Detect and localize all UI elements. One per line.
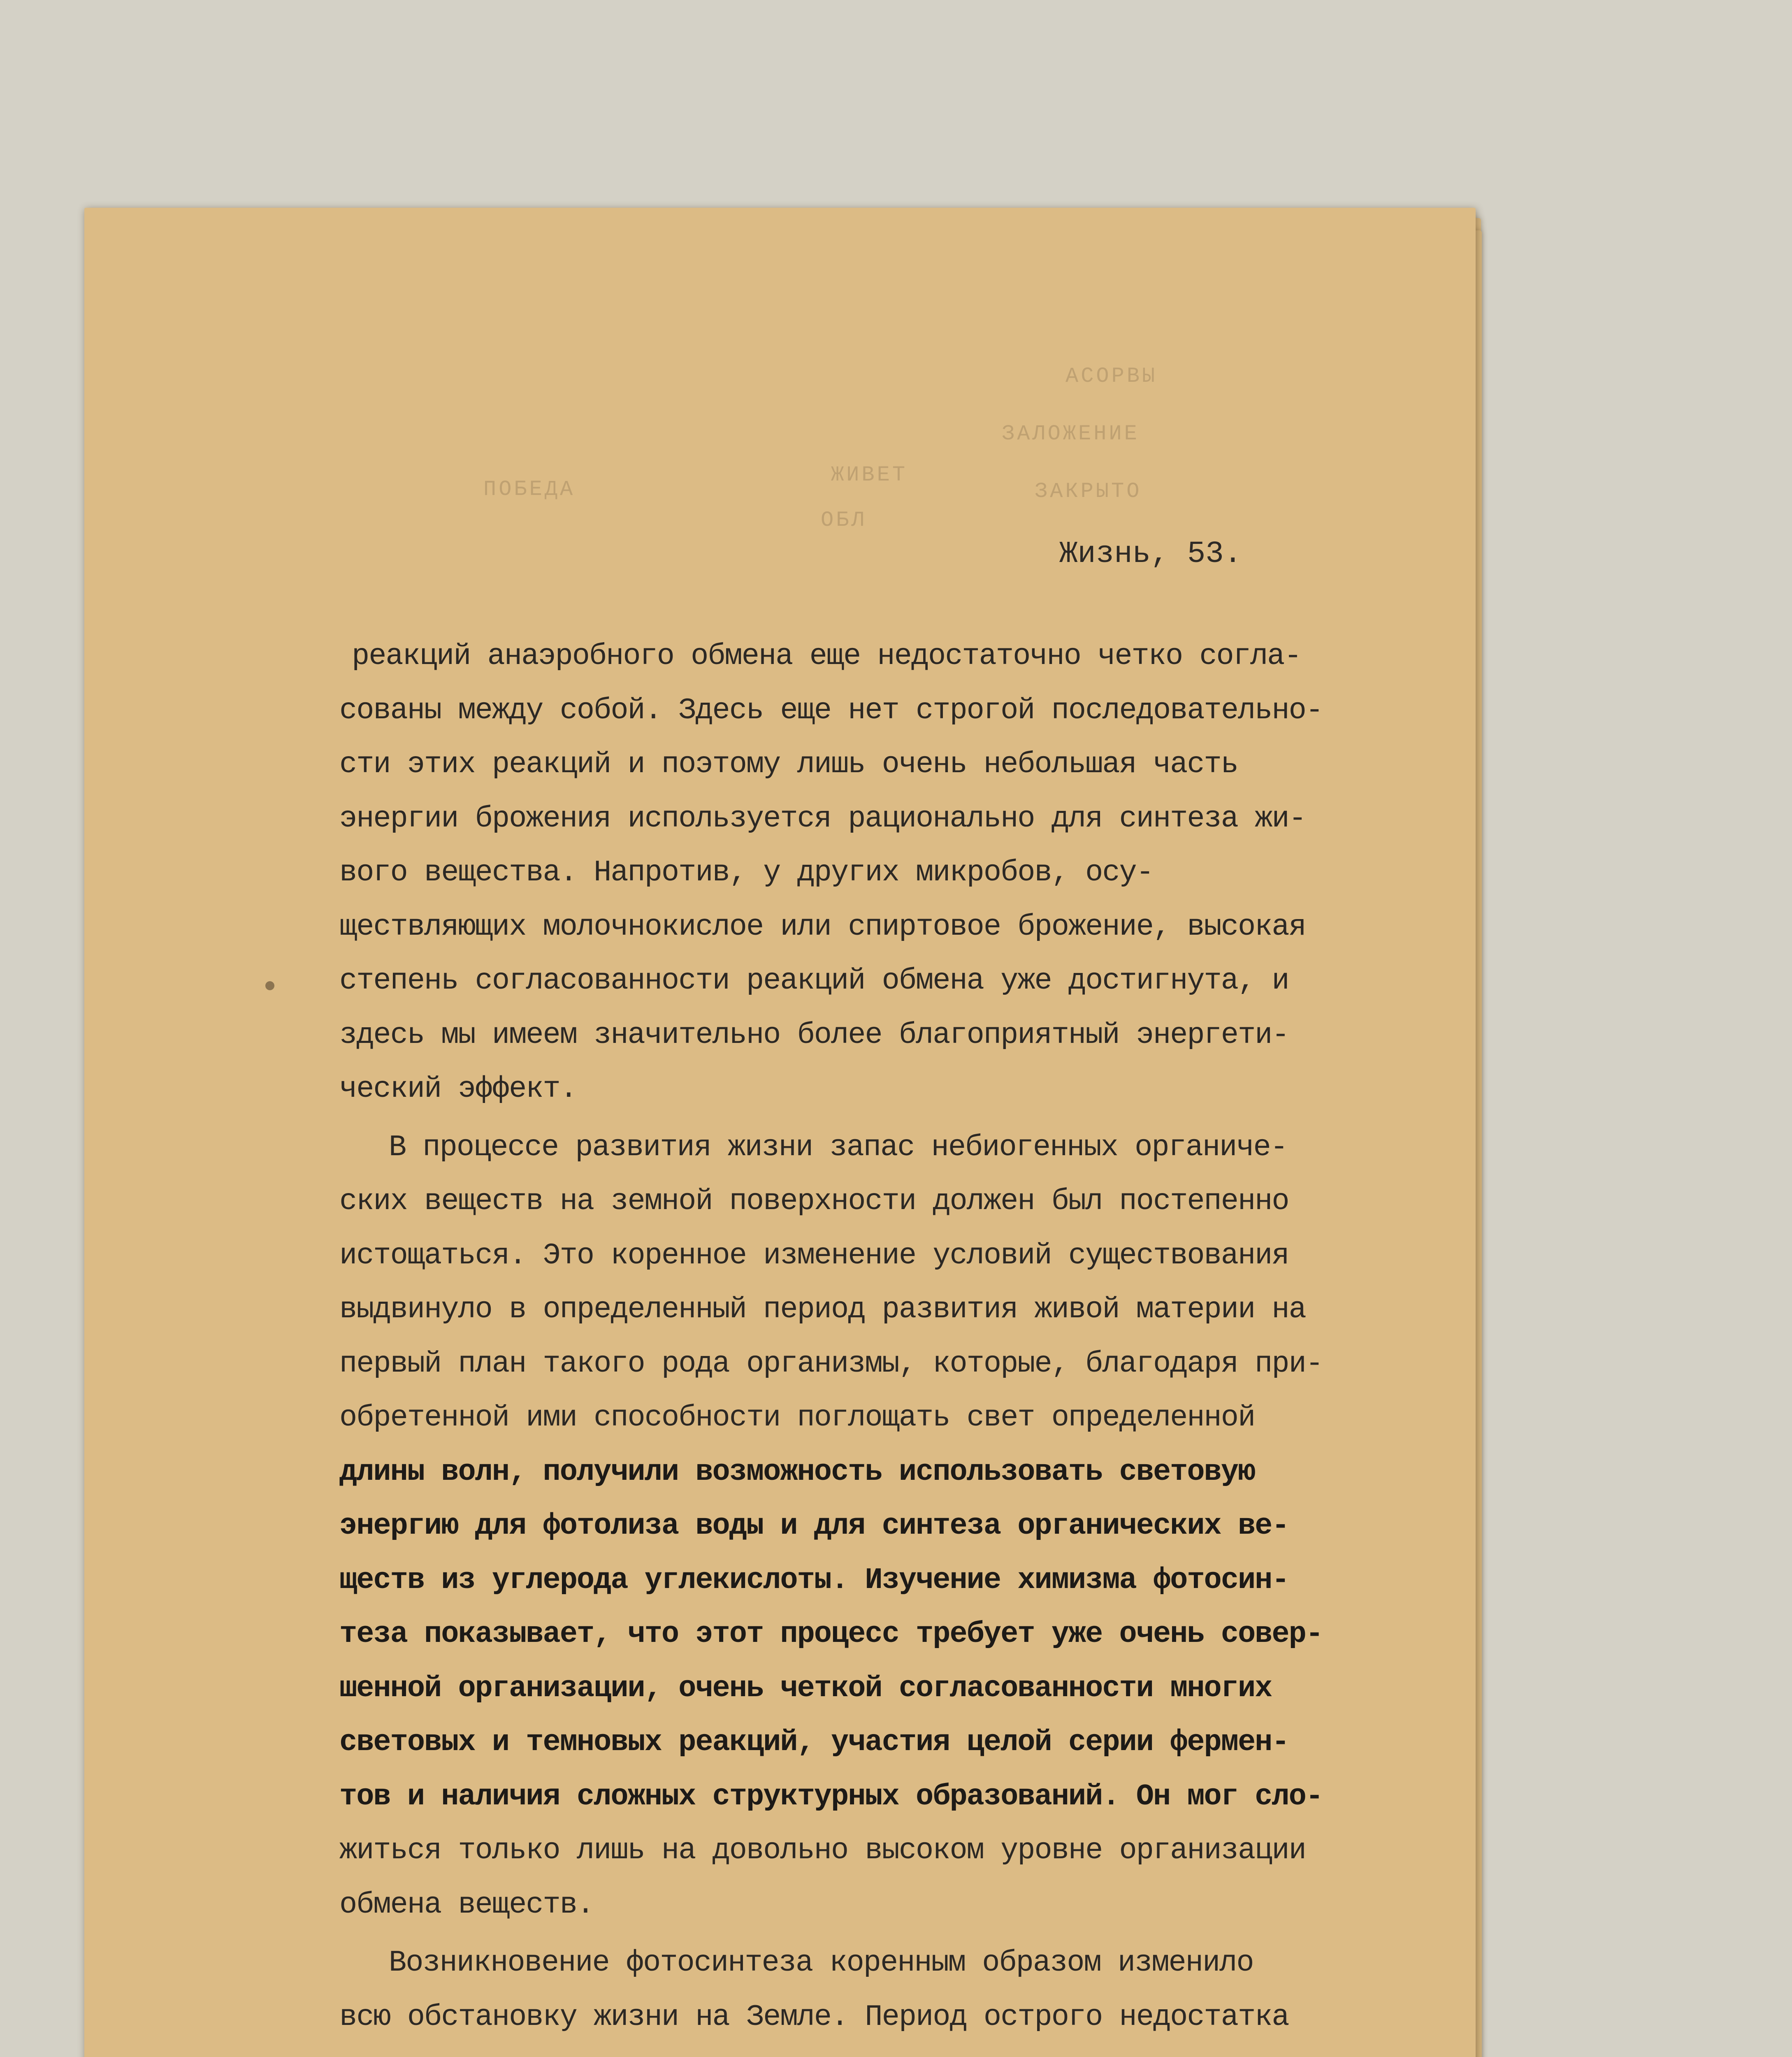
- faded-stamp: ОБЛ: [821, 508, 867, 532]
- faded-stamp: ЖИВЕТ: [831, 463, 908, 487]
- paragraph-3: [339, 1936, 1409, 2044]
- text-line: энергию для фотолиза воды и для синтеза органических ве-: [339, 1509, 1289, 1543]
- text-line: шенной организации, очень четкой согласованности многих: [339, 1671, 1272, 1705]
- text-line: теза показывает, что этот процесс требует уже очень совер-: [339, 1617, 1323, 1651]
- text-line: всю обстановку жизни на Земле. Период острого недостатка: [339, 2000, 1289, 2034]
- text-line: степень согласованности реакций обмена уже достигнута, и: [339, 964, 1289, 998]
- faded-stamp: ACOPBЫ: [1065, 364, 1158, 388]
- text-line: сти этих реакций и поэтому лишь очень небольшая часть: [339, 748, 1238, 781]
- document-page: [84, 208, 1476, 2057]
- text-line: реакций анаэробного обмена еще недостаточно четко согла-: [352, 639, 1301, 673]
- paragraph-1: [339, 629, 1409, 1117]
- text-line: ществляющих молочнокислое или спиртовое брожение, высокая: [339, 910, 1306, 944]
- text-line: ществ из углерода углекислоты. Изучение химизма фотосин-: [339, 1563, 1289, 1597]
- text-line: ских веществ на земной поверхности должен был постепенно: [339, 1184, 1289, 1218]
- text-line: здесь мы имеем значительно более благоприятный энергети-: [339, 1018, 1289, 1052]
- text-line: житься только лишь на довольно высоком уровне организации: [339, 1834, 1306, 1867]
- text-line: В процессе развития жизни запас небиогенных органиче-: [389, 1130, 1287, 1164]
- text-line: тов и наличия сложных структурных образований. Он мог сло-: [339, 1779, 1323, 1813]
- text-line: первый план такого рода организмы, которые, благодаря при-: [339, 1347, 1323, 1381]
- faded-stamp: ЗАЛОЖЕНИЕ: [1002, 422, 1140, 446]
- text-line: выдвинуло в определенный период развития живой материи на: [339, 1293, 1306, 1326]
- text-line: энергии брожения используется рационально для синтеза жи-: [339, 801, 1306, 836]
- ink-smudge: [265, 981, 274, 990]
- body-text: [339, 629, 1409, 2044]
- faded-stamp: ПОБЕДА: [483, 477, 576, 501]
- text-line: Возникновение фотосинтеза коренным образом изменило: [389, 1946, 1253, 1980]
- text-line: ческий эффект.: [339, 1072, 577, 1106]
- text-line: обретенной ими способности поглощать свет определенной: [339, 1401, 1255, 1435]
- page-header: Жизнь, 53.: [1059, 537, 1242, 571]
- text-line: сованы между собой. Здесь еще нет строгой последовательно-: [339, 693, 1323, 727]
- text-line: обмена веществ.: [339, 1888, 594, 1922]
- text-line: световых и темновых реакций, участия целой серии фермен-: [339, 1725, 1289, 1759]
- text-line: вого вещества. Напротив, у других микробов, осу-: [339, 856, 1153, 889]
- text-line: истощаться. Это коренное изменение условий существования: [339, 1238, 1289, 1272]
- text-line: длины волн, получили возможность использовать световую: [339, 1455, 1255, 1489]
- faded-stamp: ЗАКРЫТО: [1035, 479, 1142, 504]
- paragraph-2: [339, 1121, 1409, 1932]
